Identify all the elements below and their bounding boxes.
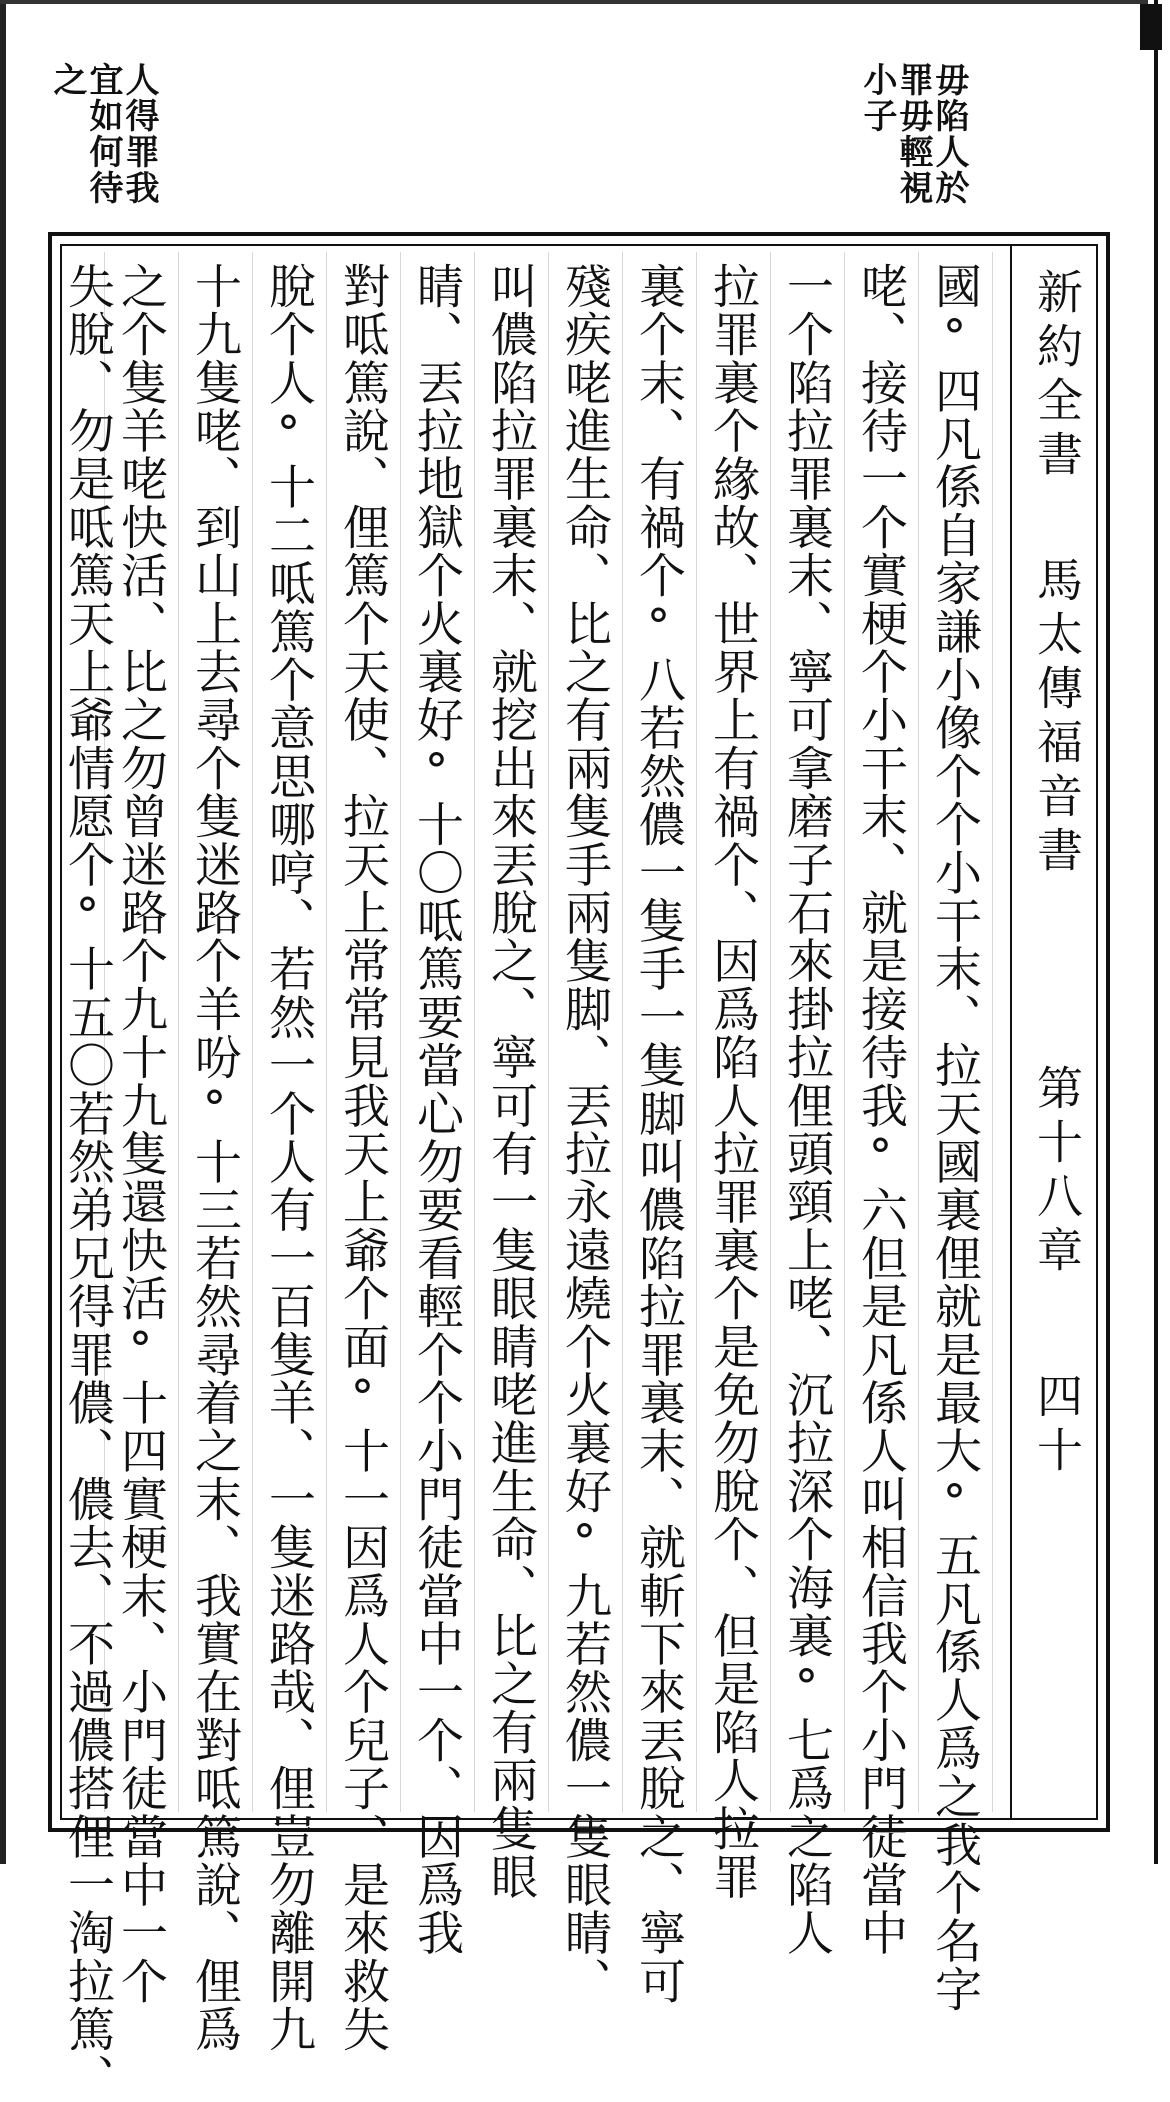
column-separator [474, 252, 475, 1812]
margin-note-left-3: 之 [47, 62, 87, 98]
column-separator [400, 252, 401, 1812]
margin-note-right-2: 罪毋輕視 [893, 62, 933, 206]
margin-note-left-1: 人得罪我 [119, 62, 159, 206]
column-separator [326, 252, 327, 1812]
text-column-5: 裏个末、有禍个°八若然儂一隻手一隻脚叫儂陷拉罪裏末、就斬下來丟脫之、寧可 [631, 262, 686, 2006]
column-separator [622, 252, 623, 1812]
column-separator [770, 252, 771, 1812]
text-column-3: 一个陷拉罪裏末、寧可拿磨子石來掛拉俚頭頸上咾、沉拉深个海裏°七爲之陷人 [779, 262, 834, 1957]
text-column-8: 睛、丟拉地獄个火裏好°十〇呧篤要當心勿要看輕个个小門徒當中一个、因爲我 [409, 262, 464, 1957]
page-edge-top [0, 0, 1170, 4]
column-separator [918, 252, 919, 1812]
column-separator [548, 252, 549, 1812]
column-separator [178, 252, 179, 1812]
text-column-1: 國°四凡係自家謙小像个个小干末、拉天國裏俚就是最大°五凡係人爲之我个名字 [927, 262, 982, 2014]
margin-note-right-3: 小子 [857, 62, 897, 134]
text-column-9: 對呧篤說、俚篤个天使、拉天上常常見我天上爺个面°十一因爲人个兒子、是來救失 [335, 262, 390, 2054]
header-title: 新約全書 [1030, 268, 1084, 484]
header-book: 馬太傳福音書 [1030, 556, 1084, 880]
text-column-11: 十九隻咾、到山上去尋个隻迷路个羊吩°十三若然尋着之末、我實在對呧篤說、俚爲 [187, 262, 242, 2054]
text-column-4: 拉罪裏个緣故、世界上有禍个、因爲陷人拉罪裏个是免勿脫个、但是陷人拉罪 [705, 262, 760, 1901]
page-edge-left [0, 0, 6, 1864]
text-column-2: 咾、接待一个實梗个小干末、就是接待我°六但是凡係人叫相信我个小門徒當中 [853, 262, 908, 1957]
corner-mark [1140, 4, 1162, 50]
column-separator [696, 252, 697, 1812]
margin-note-right-1: 毋陷人於 [929, 62, 969, 206]
column-separator [252, 252, 253, 1812]
header-rule [1010, 244, 1012, 1820]
text-column-6: 殘疾咾進生命、比之有兩隻手兩隻脚、丟拉永遠燒个火裏好°九若然儂一隻眼睛、 [557, 262, 612, 2006]
header-chapter: 第十八章 [1030, 1064, 1084, 1280]
page-edge-right [1148, 0, 1170, 1864]
column-separator [844, 252, 845, 1812]
text-column-12: 之个隻羊咾快活、比之勿曾迷路个九十九隻還快活°十四實梗末、小門徒當中一个 [113, 262, 168, 2006]
text-column-10: 脫个人°十二呧篤个意思哪哼、若然一个人有一百隻羊、一隻迷路哉、俚豈勿離開九 [261, 262, 316, 2054]
margin-note-left-2: 宜如何待 [83, 62, 123, 206]
header-page-number: 四十 [1030, 1372, 1084, 1480]
text-column-13: 失脫、勿是呧篤天上爺情愿个°十五〇若然弟兄得罪儂、儂去、不過儂搭俚一淘拉篤、 [60, 262, 115, 2102]
text-column-7: 叫儂陷拉罪裏末、就挖出來丟脫之、寧可有一隻眼睛咾進生命、比之有兩隻眼 [483, 262, 538, 1901]
column-separator [992, 252, 993, 1812]
